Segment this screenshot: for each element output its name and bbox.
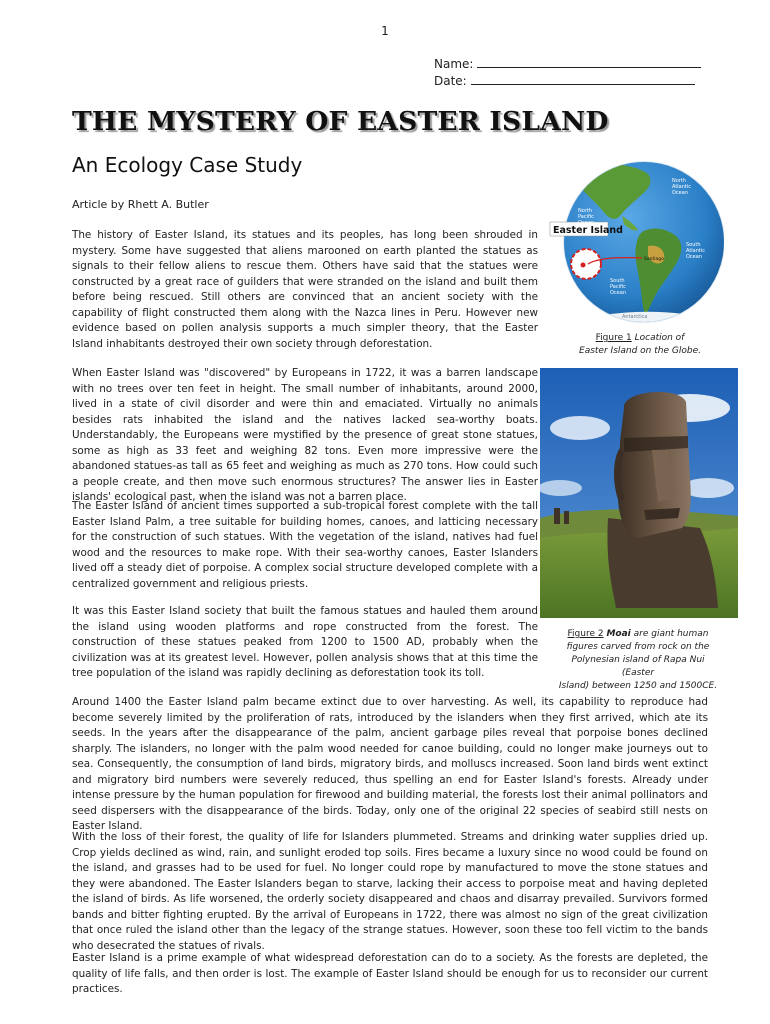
paragraph-6: With the loss of their forest, the quality of life for Islanders plummeted. Streams and drinking water supplies dried up. Crop yields declined as wind, rain, and sunlight eroded top soils. Fires became a luxury since no wood could be found on the island, and grasses had to be used for fuel. No longer could rope by manufactured to move the stone statues and they were abandoned. The Easter Islanders began to starve, lacking their access to porpoise meat and having depleted the island of birds. As life worsened, the orderly society disappeared and chaos and disarray prevailed. Survivors formed bands and bitter fighting erupted. By the arrival of Europeans in 1722, there was almost no sign of the great civilization that once ruled the island other than the legacy of the strange statues. However, soon these too fell victim to the bands who desecrated the statues of rivals.	[72, 831, 708, 952]
moai-photo	[540, 368, 738, 618]
page-title: THE MYSTERY OF EASTER ISLAND	[72, 106, 609, 137]
svg-text:Atlantic: Atlantic	[672, 184, 692, 190]
figure1-label: Figure 1	[595, 333, 632, 343]
globe-map	[548, 160, 724, 328]
figure2-label: Figure 2	[567, 629, 604, 639]
svg-text:Pacific: Pacific	[578, 214, 594, 220]
page-number: 1	[381, 24, 389, 38]
paragraph-2: When Easter Island was "discovered" by Europeans in 1722, it was a barren landscape with no trees over ten feet in height. The small number of inhabitants, around 2000, lived in a state of civil disorder and were thin and emaciated. Virtually no animals besides rats inhabited the island and the natives lacked sea-worthy boats. Understandably, the Europeans were mystified by the presence of great stone statues, some as high as 33 feet and weighing 82 tons. Even more impressive were the abandoned statues-as tall as 65 feet and weighing as much as 270 tons. How could such a people create, and then move such enormous structures? The answer lies in Easter islands' ecological past, when the island was not a barren place.	[72, 367, 538, 503]
name-line	[434, 56, 701, 71]
byline: Article by Rhett A. Butler	[72, 198, 209, 211]
figure1-caption-line1: Location of	[634, 333, 685, 343]
south-atlantic-label: South	[686, 242, 701, 248]
figure2-term: Moai	[606, 629, 631, 639]
svg-text:Ocean: Ocean	[686, 254, 702, 260]
easter-island-label: Easter Island	[553, 225, 623, 236]
north-atlantic-label: North	[672, 178, 686, 184]
paragraph-1: The history of Easter Island, its statues and its peoples, has long been shrouded in mystery. Some have suggested that aliens marooned on earth planted the statues as signals to their fellow aliens to rescue them. Others have said that the statues were constructed by a great race of guilders that were stranded on the island and built them before being rescued. Still others are convinced that an ancient society with the capability of flight constructed them along with the Nazca lines in Peru. However new evidence based on pollen analysis supports a much simpler theory, that the Easter Island inhabitants destroyed their own society through deforestation.	[72, 229, 538, 350]
santiago-label: Santiago	[644, 257, 664, 262]
easter-island-dot	[581, 263, 586, 268]
date-label: Date:	[434, 74, 467, 88]
north-pacific-label: North	[578, 208, 592, 214]
paragraph-4: It was this Easter Island society that built the famous statues and hauled them around the island using wooden platforms and rope constructed from the forest. The construction of these statues peaked from 1200 to 1500 AD, probably when the civilization was at its greatest level. However, pollen analysis shows that at this time the tree population of the island was rapidly declining as deforestation took its toll.	[72, 605, 538, 679]
south-pacific-label: South	[610, 278, 625, 284]
paragraph-5: Around 1400 the Easter Island palm became extinct due to over harvesting. As well, its capability to reproduce had become severely limited by the proliferation of rats, introduced by the islanders when they first arrived, which ate its seeds. In the years after the disappearance of the palm, ancient garbage piles reveal that porpoise bones declined sharply. The islanders, no longer with the palm wood needed for canoe building, could no longer make journeys out to sea. Consequently, the consumption of land birds, migratory birds, and molluscs increased. Soon land birds went extinct and migratory bird numbers were severely reduced, thus spelling an end for Easter Island's forests. Already under intense pressure by the human population for firewood and building material, the forests lost their animal pollinators and seed dispersers with the disappearance of the birds. Today, only one of the original 22 species of seabird still nests on Easter Island.	[72, 696, 708, 832]
date-blank[interactable]	[471, 73, 695, 85]
easter-island-marker	[571, 249, 601, 279]
figure2-caption-l4: Island) between 1250 and 1500CE.	[558, 681, 718, 691]
antarctica-label: Antarctica	[622, 314, 648, 320]
page-subtitle: An Ecology Case Study	[72, 153, 303, 177]
svg-text:Atlantic: Atlantic	[686, 248, 706, 254]
figure1-caption-line2: Easter Island on the Globe.	[579, 346, 701, 356]
date-line	[434, 73, 695, 88]
svg-text:Ocean: Ocean	[578, 220, 594, 226]
figure1-caption	[560, 332, 720, 358]
figure2-caption-l3: Polynesian island of Rapa Nui (Easter	[571, 655, 705, 678]
paragraph-7: Easter Island is a prime example of what widespread deforestation can do to a society. As the forests are depleted, the quality of life falls, and then order is lost. The example of Easter Island should be enough for us to reconsider our current practices.	[72, 952, 708, 995]
figure2-caption-l1: are giant human	[633, 629, 709, 639]
figure2-caption-l2: figures carved from rock on the	[566, 642, 710, 652]
paragraph-3: The Easter Island of ancient times supported a sub-tropical forest complete with the tall Easter Island Palm, a tree suitable for building homes, canoes, and latticing necessary for the construction of such statues. With the vegetation of the island, natives had fuel wood and the resources to make rope. With their sea-worthy canoes, Easter Islanders lived off a steady diet of porpoise. A complex social structure developed complete with a centralized government and religious priests.	[72, 500, 538, 590]
name-label: Name:	[434, 57, 474, 71]
svg-text:Ocean: Ocean	[610, 290, 626, 296]
name-blank[interactable]	[477, 56, 701, 68]
svg-text:Pacific: Pacific	[610, 284, 626, 290]
figure2-caption	[556, 628, 720, 693]
svg-text:Ocean: Ocean	[672, 190, 688, 196]
